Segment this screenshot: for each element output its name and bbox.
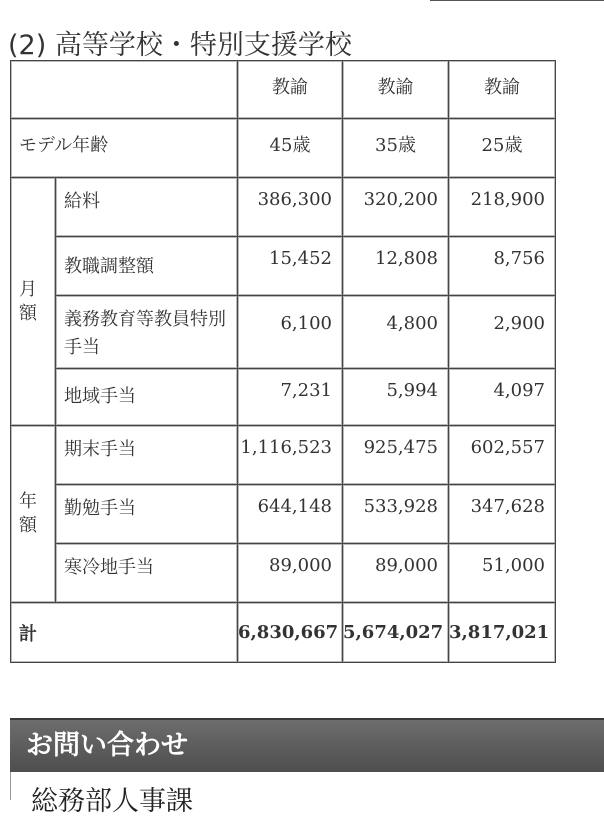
- row-value: 602,557: [449, 426, 555, 485]
- table-header-row: [11, 61, 555, 119]
- row-label: 期末手当: [56, 426, 238, 485]
- row-label: 給料: [56, 178, 238, 237]
- row-value: 2,900: [449, 296, 555, 369]
- model-age-label: モデル年齢: [11, 119, 238, 178]
- model-age-value: 45歳: [238, 119, 343, 178]
- row-value: 89,000: [343, 544, 449, 603]
- section-title: (2) 高等学校・特別支援学校: [8, 30, 352, 62]
- total-label: 計: [11, 603, 238, 662]
- row-value: 51,000: [449, 544, 555, 603]
- annual-group-label: [11, 426, 56, 603]
- row-label: 地域手当: [56, 369, 238, 426]
- table-row: [11, 369, 555, 426]
- row-value: 4,097: [449, 369, 555, 426]
- header-cell: 教諭: [343, 61, 449, 119]
- contact-header: [10, 718, 604, 772]
- total-row: [11, 603, 555, 662]
- row-label: 寒冷地手当: [56, 544, 238, 603]
- table-row: [11, 544, 555, 603]
- row-label: 勤勉手当: [56, 485, 238, 544]
- row-value: 7,231: [238, 369, 343, 426]
- row-value: 12,808: [343, 237, 449, 296]
- table-row: [11, 426, 555, 485]
- table-row: [11, 237, 555, 296]
- row-label: 教職調整額: [56, 237, 238, 296]
- contact-body: [10, 772, 604, 817]
- header-cell: 教諭: [449, 61, 555, 119]
- row-value: 320,200: [343, 178, 449, 237]
- row-value: 347,628: [449, 485, 555, 544]
- row-value: 386,300: [238, 178, 343, 237]
- row-label: 義務教育等教員特別手当: [56, 296, 238, 369]
- row-value: 6,100: [238, 296, 343, 369]
- row-value: 533,928: [343, 485, 449, 544]
- table-row: [11, 178, 555, 237]
- row-value: 644,148: [238, 485, 343, 544]
- row-value: 89,000: [238, 544, 343, 603]
- department-name: 総務部人事課: [31, 786, 193, 817]
- header-blank-cell: [11, 61, 238, 119]
- annual-group-label-line2: 額: [19, 515, 37, 536]
- model-age-row: [11, 119, 555, 178]
- row-value: 5,994: [343, 369, 449, 426]
- row-value: 8,756: [449, 237, 555, 296]
- contact-title: お問い合わせ: [26, 730, 188, 761]
- total-value: 3,817,021: [449, 603, 555, 662]
- monthly-group-label-line2: 額: [19, 302, 37, 324]
- table-row: [11, 296, 555, 369]
- model-age-value: 35歳: [343, 119, 449, 178]
- salary-table: [10, 60, 556, 663]
- row-value: 218,900: [449, 178, 555, 237]
- total-value: 6,830,667: [238, 603, 343, 662]
- annual-group-label-line1: 年: [19, 491, 37, 512]
- top-rule: [430, 0, 604, 1]
- model-age-value: 25歳: [449, 119, 555, 178]
- total-value: 5,674,027: [343, 603, 449, 662]
- monthly-group-label: [11, 178, 56, 426]
- row-value: 925,475: [343, 426, 449, 485]
- monthly-group-label-line1: 月: [19, 278, 37, 300]
- row-value: 1,116,523: [238, 426, 343, 485]
- table-row: [11, 485, 555, 544]
- row-value: 15,452: [238, 237, 343, 296]
- header-cell: 教諭: [238, 61, 343, 119]
- row-value: 4,800: [343, 296, 449, 369]
